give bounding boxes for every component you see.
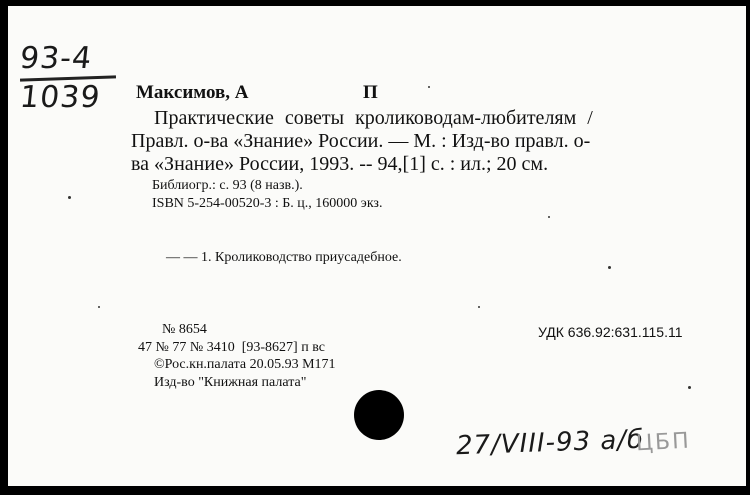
- punch-hole: [354, 390, 404, 440]
- dust-speck: [428, 86, 430, 88]
- call-number-line2: 1039: [18, 80, 103, 115]
- call-number-line1: 93-4: [18, 41, 94, 76]
- dust-speck: [68, 196, 71, 199]
- isbn-note: ISBN 5-254-00520-3 : Б. ц., 160000 экз.: [152, 196, 383, 211]
- dust-speck: [608, 266, 611, 269]
- dust-speck: [98, 306, 100, 308]
- dust-speck: [688, 386, 691, 389]
- bibliography-note: Библиогр.: с. 93 (8 назв.).: [152, 178, 303, 193]
- registry-line-4: Изд-во "Книжная палата": [154, 375, 307, 390]
- udc-code: УДК 636.92:631.115.11: [538, 324, 683, 340]
- title-line-2: Правл. о-ва «Знание» России. — М. : Изд-во правл. о-: [131, 130, 591, 152]
- dust-speck: [478, 306, 480, 308]
- title-line-3: ва «Знание» России, 1993. -- 94,[1] с. : ил.; 20 см.: [131, 153, 549, 175]
- handwritten-date: 27/VIII-93 а/б: [455, 424, 645, 462]
- author-name: Максимов, А: [136, 82, 249, 103]
- subject-heading: — — 1. Кролиководство приусадебное.: [166, 250, 402, 265]
- catalog-card: [8, 6, 746, 486]
- registry-line-1: № 8654: [162, 322, 207, 337]
- title-line-1: Практические советы кролиководам-любителям /: [154, 107, 593, 129]
- registry-line-2: 47 № 77 № 3410 [93-8627] п вс: [138, 340, 325, 355]
- registry-line-3: ©Рос.кн.палата 20.05.93 М171: [154, 357, 336, 372]
- dust-speck: [548, 216, 550, 218]
- call-number: [18, 41, 120, 115]
- faded-stamp: ЦБП: [635, 428, 692, 457]
- author-initial: П: [363, 82, 378, 103]
